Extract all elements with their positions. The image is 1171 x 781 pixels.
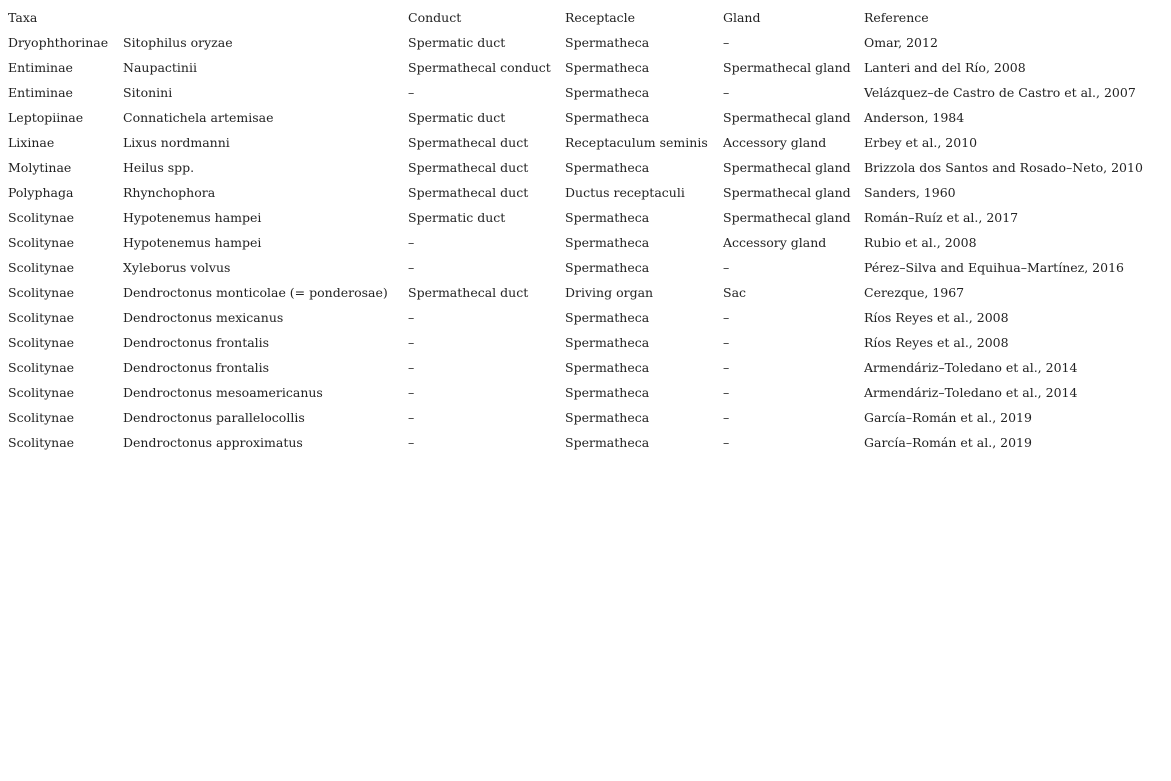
cell-conduct: –: [408, 260, 415, 275]
cell-receptacle: Ductus receptaculi: [565, 185, 685, 200]
cell-gland: –: [723, 310, 730, 325]
cell-taxa: Scolitynae: [8, 210, 75, 225]
cell-gland: Spermathecal gland: [723, 160, 851, 175]
cell-gland: –: [723, 410, 730, 425]
header-receptacle: Receptacle: [565, 10, 636, 25]
cell-gland: –: [723, 435, 730, 450]
cell-receptacle: Spermatheca: [565, 110, 650, 125]
cell-conduct: Spermatic duct: [408, 110, 506, 125]
cell-species: Dendroctonus mexicanus: [123, 310, 284, 325]
cell-reference: García–Román et al., 2019: [864, 435, 1032, 450]
cell-gland: –: [723, 35, 730, 50]
header-taxa: Taxa: [8, 10, 38, 25]
cell-conduct: Spermathecal duct: [408, 285, 529, 300]
table-row: [0, 430, 1171, 455]
cell-gland: Spermathecal gland: [723, 210, 851, 225]
cell-taxa: Scolitynae: [8, 260, 75, 275]
cell-reference: Anderson, 1984: [864, 110, 965, 125]
cell-species: Connatichela artemisae: [123, 110, 274, 125]
cell-conduct: –: [408, 385, 415, 400]
cell-species: Heilus spp.: [123, 160, 195, 175]
cell-gland: –: [723, 85, 730, 100]
cell-gland: –: [723, 260, 730, 275]
cell-taxa: Polyphaga: [8, 185, 74, 200]
cell-conduct: –: [408, 235, 415, 250]
table-row: [0, 230, 1171, 255]
table-header-row: [0, 5, 1171, 30]
table-row: [0, 30, 1171, 55]
cell-conduct: Spermatic duct: [408, 35, 506, 50]
cell-receptacle: Spermatheca: [565, 310, 650, 325]
cell-reference: Ríos Reyes et al., 2008: [864, 335, 1009, 350]
cell-conduct: Spermathecal duct: [408, 185, 529, 200]
cell-taxa: Scolitynae: [8, 310, 75, 325]
table-row: [0, 205, 1171, 230]
cell-reference: Velázquez–de Castro de Castro et al., 2007: [864, 85, 1136, 100]
cell-taxa: Molytinae: [8, 160, 72, 175]
cell-receptacle: Spermatheca: [565, 360, 650, 375]
cell-reference: García–Román et al., 2019: [864, 410, 1032, 425]
table-row: [0, 130, 1171, 155]
cell-conduct: Spermathecal duct: [408, 160, 529, 175]
cell-species: Hypotenemus hampei: [123, 235, 262, 250]
cell-reference: Brizzola dos Santos and Rosado–Neto, 2010: [864, 160, 1143, 175]
cell-taxa: Scolitynae: [8, 385, 75, 400]
cell-conduct: Spermatic duct: [408, 210, 506, 225]
cell-reference: Lanteri and del Río, 2008: [864, 60, 1026, 75]
cell-species: Dendroctonus frontalis: [123, 360, 270, 375]
cell-gland: Accessory gland: [723, 235, 827, 250]
cell-reference: Erbey et al., 2010: [864, 135, 978, 150]
cell-species: Sitonini: [123, 85, 173, 100]
table-row: [0, 80, 1171, 105]
cell-gland: Sac: [723, 285, 747, 300]
cell-species: Dendroctonus monticolae (= ponderosae): [123, 285, 388, 300]
cell-taxa: Scolitynae: [8, 335, 75, 350]
cell-reference: Ríos Reyes et al., 2008: [864, 310, 1009, 325]
cell-reference: Román–Ruíz et al., 2017: [864, 210, 1019, 225]
cell-receptacle: Spermatheca: [565, 435, 650, 450]
cell-taxa: Scolitynae: [8, 435, 75, 450]
table-row: [0, 355, 1171, 380]
cell-conduct: Spermathecal conduct: [408, 60, 551, 75]
cell-receptacle: Spermatheca: [565, 235, 650, 250]
cell-receptacle: Spermatheca: [565, 410, 650, 425]
cell-reference: Sanders, 1960: [864, 185, 956, 200]
cell-taxa: Leptopiinae: [8, 110, 84, 125]
cell-taxa: Scolitynae: [8, 235, 75, 250]
cell-receptacle: Receptaculum seminis: [565, 135, 708, 150]
header-conduct: Conduct: [408, 10, 462, 25]
cell-conduct: –: [408, 435, 415, 450]
cell-gland: Spermathecal gland: [723, 110, 851, 125]
cell-conduct: –: [408, 310, 415, 325]
cell-taxa: Scolitynae: [8, 285, 75, 300]
table-row: [0, 55, 1171, 80]
cell-taxa: Entiminae: [8, 85, 73, 100]
cell-receptacle: Spermatheca: [565, 260, 650, 275]
cell-taxa: Dryophthorinae: [8, 35, 109, 50]
cell-receptacle: Spermatheca: [565, 385, 650, 400]
table-row: [0, 255, 1171, 280]
cell-receptacle: Spermatheca: [565, 335, 650, 350]
cell-gland: –: [723, 385, 730, 400]
table-row: [0, 330, 1171, 355]
cell-conduct: –: [408, 335, 415, 350]
cell-species: Hypotenemus hampei: [123, 210, 262, 225]
cell-species: Sitophilus oryzae: [123, 35, 233, 50]
cell-gland: Spermathecal gland: [723, 60, 851, 75]
cell-conduct: Spermathecal duct: [408, 135, 529, 150]
table-row: [0, 405, 1171, 430]
cell-reference: Cerezque, 1967: [864, 285, 965, 300]
table-row: [0, 305, 1171, 330]
cell-conduct: –: [408, 360, 415, 375]
cell-gland: –: [723, 335, 730, 350]
cell-species: Xyleborus volvus: [123, 260, 231, 275]
cell-gland: –: [723, 360, 730, 375]
cell-receptacle: Spermatheca: [565, 160, 650, 175]
cell-species: Dendroctonus parallelocollis: [123, 410, 305, 425]
table-row: [0, 180, 1171, 205]
cell-gland: Spermathecal gland: [723, 185, 851, 200]
cell-reference: Pérez–Silva and Equihua–Martínez, 2016: [864, 260, 1124, 275]
cell-reference: Omar, 2012: [864, 35, 938, 50]
cell-gland: Accessory gland: [723, 135, 827, 150]
cell-taxa: Lixinae: [8, 135, 55, 150]
cell-reference: Armendáriz–Toledano et al., 2014: [864, 385, 1078, 400]
cell-reference: Armendáriz–Toledano et al., 2014: [864, 360, 1078, 375]
cell-taxa: Scolitynae: [8, 360, 75, 375]
table-row: [0, 380, 1171, 405]
cell-receptacle: Driving organ: [565, 285, 654, 300]
cell-species: Naupactinii: [123, 60, 197, 75]
cell-receptacle: Spermatheca: [565, 60, 650, 75]
cell-receptacle: Spermatheca: [565, 35, 650, 50]
cell-receptacle: Spermatheca: [565, 210, 650, 225]
cell-species: Dendroctonus frontalis: [123, 335, 270, 350]
header-reference: Reference: [864, 10, 929, 25]
table-row: [0, 105, 1171, 130]
cell-taxa: Entiminae: [8, 60, 73, 75]
cell-species: Rhynchophora: [123, 185, 216, 200]
table-row: [0, 155, 1171, 180]
cell-conduct: –: [408, 85, 415, 100]
cell-species: Lixus nordmanni: [123, 135, 230, 150]
cell-species: Dendroctonus approximatus: [123, 435, 303, 450]
cell-reference: Rubio et al., 2008: [864, 235, 977, 250]
cell-conduct: –: [408, 410, 415, 425]
cell-species: Dendroctonus mesoamericanus: [123, 385, 323, 400]
cell-receptacle: Spermatheca: [565, 85, 650, 100]
cell-taxa: Scolitynae: [8, 410, 75, 425]
table-row: [0, 280, 1171, 305]
header-gland: Gland: [723, 10, 761, 25]
